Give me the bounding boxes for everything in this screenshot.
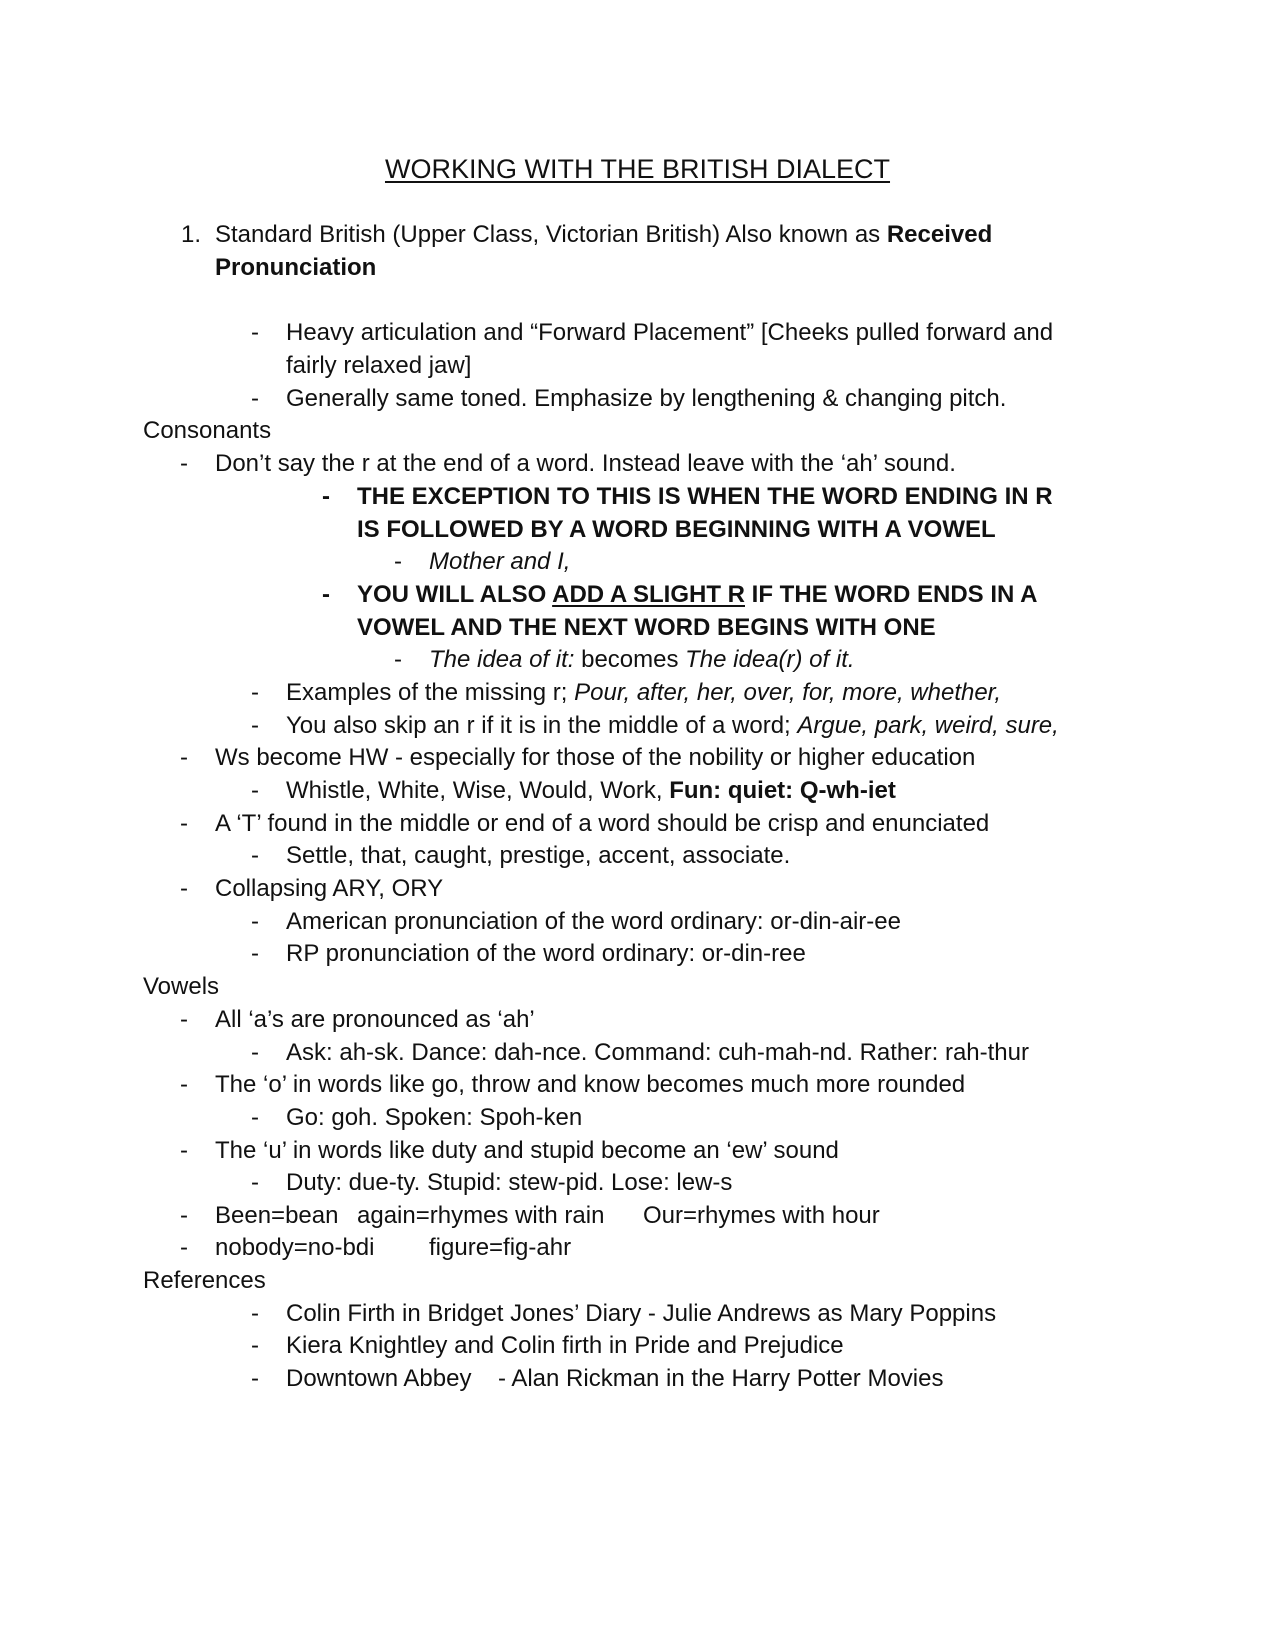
list-dash: - xyxy=(322,483,330,510)
heading-references: References xyxy=(143,1267,266,1294)
list-dash: - xyxy=(180,1137,188,1164)
middle-r-plain: You also skip an r if it is in the middle of a word; xyxy=(286,712,798,739)
list-dash: - xyxy=(251,1104,259,1131)
bullet-same-toned: Generally same toned. Emphasize by lengthening & changing pitch. xyxy=(286,385,1007,412)
bullet-a-rule: All ‘a’s are pronounced as ‘ah’ xyxy=(215,1006,535,1033)
list-dash: - xyxy=(394,548,402,575)
bullet-again: again=rhymes with rain xyxy=(357,1202,605,1229)
exception-example: Mother and I, xyxy=(429,548,571,575)
list-dash: - xyxy=(180,450,188,477)
reference-1: Colin Firth in Bridget Jones’ Diary - Julie Andrews as Mary Poppins xyxy=(286,1300,997,1327)
section-heading-bold: Received xyxy=(886,221,993,248)
heading-vowels: Vowels xyxy=(143,973,220,1000)
bullet-o-rule: The ‘o’ in words like go, throw and know becomes much more rounded xyxy=(215,1071,966,1098)
bullet-american: American pronunciation of the word ordinary: or-din-air-ee xyxy=(286,908,901,935)
list-dash: - xyxy=(394,646,402,673)
list-dash: - xyxy=(180,1202,188,1229)
bullet-middle-r xyxy=(286,709,1059,743)
bullet-been: Been=bean xyxy=(215,1202,339,1229)
section-heading-line-2: Pronunciation xyxy=(215,254,377,281)
list-dash: - xyxy=(251,712,259,739)
list-dash: - xyxy=(251,940,259,967)
list-dash: - xyxy=(180,1071,188,1098)
ws-examples-bold: Fun: quiet: Q-wh-iet xyxy=(669,777,896,804)
ws-examples-plain: Whistle, White, Wise, Would, Work, xyxy=(286,777,670,804)
add-r-prefix: YOU WILL ALSO xyxy=(357,581,553,608)
missing-r-italic: Pour, after, her, over, for, more, whether, xyxy=(574,679,1002,706)
heading-consonants: Consonants xyxy=(143,417,272,444)
page-title xyxy=(0,150,1275,188)
add-r-underlined: ADD A SLIGHT R xyxy=(552,581,745,608)
list-dash: - xyxy=(180,1234,188,1261)
bullet-r-rule: Don’t say the r at the end of a word. Instead leave with the ‘ah’ sound. xyxy=(215,450,956,477)
list-dash: - xyxy=(251,777,259,804)
bullet-u-rule: The ‘u’ in words like duty and stupid become an ‘ew’ sound xyxy=(215,1137,839,1164)
bullet-t-rule: A ‘T’ found in the middle or end of a word should be crisp and enunciated xyxy=(215,810,990,837)
bullet-articulation-line-2: fairly relaxed jaw] xyxy=(286,352,472,379)
section-heading-text: Standard British (Upper Class, Victorian British) Also known as xyxy=(215,221,887,248)
list-dash: - xyxy=(251,385,259,412)
bullet-a-examples: Ask: ah-sk. Dance: dah-nce. Command: cuh-mah-nd. Rather: rah-thur xyxy=(286,1039,1029,1066)
bullet-our: Our=rhymes with hour xyxy=(643,1202,880,1229)
bullet-collapsing: Collapsing ARY, ORY xyxy=(215,875,444,902)
reference-3b: - Alan Rickman in the Harry Potter Movies xyxy=(498,1365,944,1392)
add-r-line-2: VOWEL AND THE NEXT WORD BEGINS WITH ONE xyxy=(357,614,936,641)
bullet-rp: RP pronunciation of the word ordinary: or-din-ree xyxy=(286,940,806,967)
list-dash: - xyxy=(180,1006,188,1033)
list-dash: - xyxy=(251,1039,259,1066)
section-heading-line-1 xyxy=(215,218,992,252)
middle-r-italic: Argue, park, weird, sure, xyxy=(797,712,1059,739)
reference-3a: Downtown Abbey xyxy=(286,1365,472,1392)
list-dash: - xyxy=(251,1332,259,1359)
list-dash: - xyxy=(251,842,259,869)
bullet-articulation-line-1: Heavy articulation and “Forward Placement” [Cheeks pulled forward and xyxy=(286,319,1054,346)
idea-italic-2: The idea(r) of it. xyxy=(685,646,855,673)
bullet-o-examples: Go: goh. Spoken: Spoh-ken xyxy=(286,1104,583,1131)
list-dash: - xyxy=(180,875,188,902)
list-dash: - xyxy=(251,1365,259,1392)
bullet-nobody: nobody=no-bdi xyxy=(215,1234,375,1261)
section-number: 1. xyxy=(181,221,202,248)
list-dash: - xyxy=(322,581,330,608)
list-dash: - xyxy=(251,1300,259,1327)
reference-2: Kiera Knightley and Colin firth in Pride and Prejudice xyxy=(286,1332,844,1359)
list-dash: - xyxy=(180,810,188,837)
missing-r-plain: Examples of the missing r; xyxy=(286,679,575,706)
exception-line-2: IS FOLLOWED BY A WORD BEGINNING WITH A VOWEL xyxy=(357,516,996,543)
page-title-text: WORKING WITH THE BRITISH DIALECT xyxy=(384,154,891,184)
exception-line-1: THE EXCEPTION TO THIS IS WHEN THE WORD ENDING IN R xyxy=(357,483,1053,510)
bullet-t-examples: Settle, that, caught, prestige, accent, associate. xyxy=(286,842,791,869)
bullet-ws-examples xyxy=(286,774,896,808)
add-r-suffix: IF THE WORD ENDS IN A xyxy=(745,581,1038,608)
list-dash: - xyxy=(251,679,259,706)
idea-italic-1: The idea of it: xyxy=(429,646,575,673)
bullet-figure: figure=fig-ahr xyxy=(429,1234,572,1261)
bullet-missing-r xyxy=(286,676,1001,710)
add-r-line-1 xyxy=(357,578,1037,612)
bullet-u-examples: Duty: due-ty. Stupid: stew-pid. Lose: lew-s xyxy=(286,1169,733,1196)
list-dash: - xyxy=(251,319,259,346)
list-dash: - xyxy=(251,908,259,935)
idea-example xyxy=(429,643,855,677)
list-dash: - xyxy=(180,744,188,771)
idea-plain: becomes xyxy=(574,646,686,673)
bullet-ws-rule: Ws become HW - especially for those of the nobility or higher education xyxy=(215,744,976,771)
list-dash: - xyxy=(251,1169,259,1196)
